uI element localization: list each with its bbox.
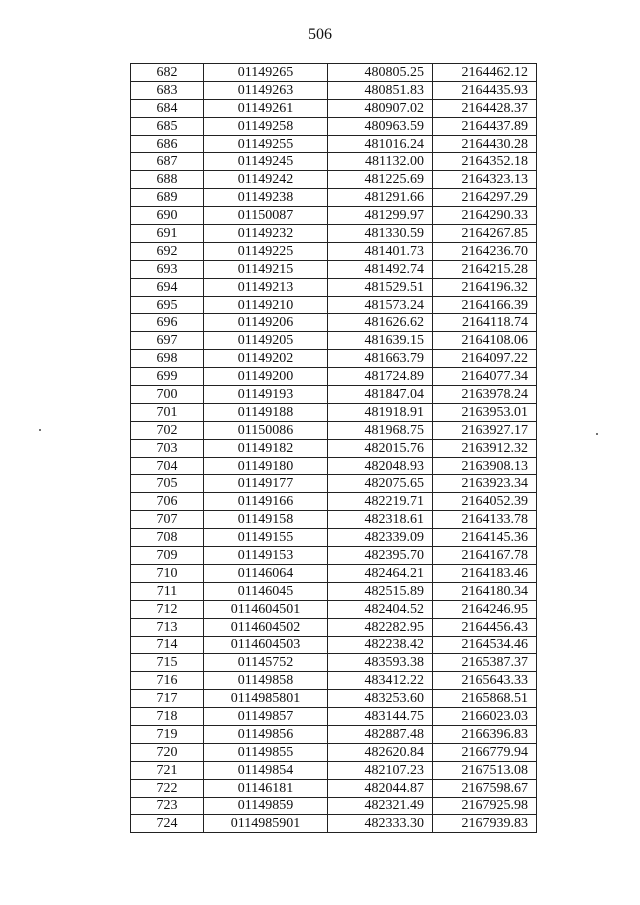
y-coordinate-cell: 2165643.33 (433, 672, 537, 690)
point-code-cell: 01149857 (204, 708, 328, 726)
table-row (131, 564, 537, 582)
table-row (131, 743, 537, 761)
table-row (131, 153, 537, 171)
table-row (131, 189, 537, 207)
row-number-cell: 714 (131, 636, 204, 654)
point-code-cell: 01149213 (204, 278, 328, 296)
y-coordinate-cell: 2164167.78 (433, 547, 537, 565)
x-coordinate-cell: 481225.69 (328, 171, 433, 189)
y-coordinate-cell: 2164077.34 (433, 368, 537, 386)
coordinates-table-body (131, 64, 537, 833)
x-coordinate-cell: 481626.62 (328, 314, 433, 332)
point-code-cell: 01150086 (204, 421, 328, 439)
table-row (131, 815, 537, 833)
row-number-cell: 687 (131, 153, 204, 171)
point-code-cell: 01149255 (204, 135, 328, 153)
y-coordinate-cell: 2164290.33 (433, 207, 537, 225)
row-number-cell: 710 (131, 564, 204, 582)
point-code-cell: 01149225 (204, 242, 328, 260)
x-coordinate-cell: 481016.24 (328, 135, 433, 153)
x-coordinate-cell: 482318.61 (328, 511, 433, 529)
row-number-cell: 723 (131, 797, 204, 815)
x-coordinate-cell: 481968.75 (328, 421, 433, 439)
x-coordinate-cell: 482282.95 (328, 618, 433, 636)
x-coordinate-cell: 482015.76 (328, 439, 433, 457)
y-coordinate-cell: 2164145.36 (433, 529, 537, 547)
y-coordinate-cell: 2164462.12 (433, 64, 537, 82)
point-code-cell: 01149193 (204, 386, 328, 404)
row-number-cell: 721 (131, 761, 204, 779)
point-code-cell: 01149215 (204, 260, 328, 278)
x-coordinate-cell: 482044.87 (328, 779, 433, 797)
x-coordinate-cell: 480851.83 (328, 81, 433, 99)
x-coordinate-cell: 481132.00 (328, 153, 433, 171)
table-row (131, 636, 537, 654)
row-number-cell: 690 (131, 207, 204, 225)
point-code-cell: 01149188 (204, 403, 328, 421)
scan-mark-right (596, 433, 598, 435)
row-number-cell: 701 (131, 403, 204, 421)
y-coordinate-cell: 2164118.74 (433, 314, 537, 332)
row-number-cell: 692 (131, 242, 204, 260)
table-row (131, 386, 537, 404)
x-coordinate-cell: 481847.04 (328, 386, 433, 404)
table-row (131, 618, 537, 636)
y-coordinate-cell: 2166396.83 (433, 725, 537, 743)
y-coordinate-cell: 2167939.83 (433, 815, 537, 833)
point-code-cell: 01145752 (204, 654, 328, 672)
x-coordinate-cell: 483593.38 (328, 654, 433, 672)
row-number-cell: 706 (131, 493, 204, 511)
row-number-cell: 722 (131, 779, 204, 797)
y-coordinate-cell: 2164097.22 (433, 350, 537, 368)
x-coordinate-cell: 483253.60 (328, 690, 433, 708)
y-coordinate-cell: 2164183.46 (433, 564, 537, 582)
point-code-cell: 0114604503 (204, 636, 328, 654)
y-coordinate-cell: 2167513.08 (433, 761, 537, 779)
y-coordinate-cell: 2164108.06 (433, 332, 537, 350)
point-code-cell: 01149858 (204, 672, 328, 690)
row-number-cell: 716 (131, 672, 204, 690)
row-number-cell: 719 (131, 725, 204, 743)
x-coordinate-cell: 482219.71 (328, 493, 433, 511)
row-number-cell: 720 (131, 743, 204, 761)
table-row (131, 207, 537, 225)
point-code-cell: 01146045 (204, 582, 328, 600)
row-number-cell: 689 (131, 189, 204, 207)
x-coordinate-cell: 482048.93 (328, 457, 433, 475)
point-code-cell: 01149859 (204, 797, 328, 815)
row-number-cell: 695 (131, 296, 204, 314)
y-coordinate-cell: 2165868.51 (433, 690, 537, 708)
table-row (131, 582, 537, 600)
table-row (131, 171, 537, 189)
y-coordinate-cell: 2163978.24 (433, 386, 537, 404)
y-coordinate-cell: 2163912.32 (433, 439, 537, 457)
row-number-cell: 709 (131, 547, 204, 565)
point-code-cell: 01149265 (204, 64, 328, 82)
y-coordinate-cell: 2164196.32 (433, 278, 537, 296)
coordinates-table (130, 63, 537, 833)
row-number-cell: 704 (131, 457, 204, 475)
x-coordinate-cell: 482075.65 (328, 475, 433, 493)
row-number-cell: 693 (131, 260, 204, 278)
row-number-cell: 684 (131, 99, 204, 117)
x-coordinate-cell: 481401.73 (328, 242, 433, 260)
x-coordinate-cell: 481330.59 (328, 225, 433, 243)
y-coordinate-cell: 2165387.37 (433, 654, 537, 672)
x-coordinate-cell: 481663.79 (328, 350, 433, 368)
x-coordinate-cell: 481573.24 (328, 296, 433, 314)
row-number-cell: 682 (131, 64, 204, 82)
table-row (131, 797, 537, 815)
x-coordinate-cell: 482321.49 (328, 797, 433, 815)
table-row (131, 421, 537, 439)
table-row (131, 761, 537, 779)
table-row (131, 64, 537, 82)
x-coordinate-cell: 483144.75 (328, 708, 433, 726)
row-number-cell: 712 (131, 600, 204, 618)
row-number-cell: 694 (131, 278, 204, 296)
y-coordinate-cell: 2164435.93 (433, 81, 537, 99)
row-number-cell: 715 (131, 654, 204, 672)
y-coordinate-cell: 2166779.94 (433, 743, 537, 761)
row-number-cell: 683 (131, 81, 204, 99)
row-number-cell: 707 (131, 511, 204, 529)
y-coordinate-cell: 2164352.18 (433, 153, 537, 171)
scan-mark-left (39, 429, 41, 431)
table-row (131, 475, 537, 493)
point-code-cell: 01149856 (204, 725, 328, 743)
table-row (131, 690, 537, 708)
point-code-cell: 01149182 (204, 439, 328, 457)
x-coordinate-cell: 482339.09 (328, 529, 433, 547)
point-code-cell: 01150087 (204, 207, 328, 225)
table-row (131, 779, 537, 797)
point-code-cell: 01149153 (204, 547, 328, 565)
x-coordinate-cell: 481291.66 (328, 189, 433, 207)
y-coordinate-cell: 2163908.13 (433, 457, 537, 475)
x-coordinate-cell: 482404.52 (328, 600, 433, 618)
y-coordinate-cell: 2163927.17 (433, 421, 537, 439)
x-coordinate-cell: 482238.42 (328, 636, 433, 654)
table-row (131, 493, 537, 511)
y-coordinate-cell: 2164133.78 (433, 511, 537, 529)
page-number: 506 (308, 26, 332, 43)
point-code-cell: 01149238 (204, 189, 328, 207)
row-number-cell: 688 (131, 171, 204, 189)
y-coordinate-cell: 2164267.85 (433, 225, 537, 243)
table-row (131, 654, 537, 672)
y-coordinate-cell: 2166023.03 (433, 708, 537, 726)
table-row (131, 242, 537, 260)
x-coordinate-cell: 482620.84 (328, 743, 433, 761)
row-number-cell: 698 (131, 350, 204, 368)
y-coordinate-cell: 2167598.67 (433, 779, 537, 797)
point-code-cell: 01149200 (204, 368, 328, 386)
table-row (131, 439, 537, 457)
point-code-cell: 01149258 (204, 117, 328, 135)
row-number-cell: 708 (131, 529, 204, 547)
x-coordinate-cell: 481529.51 (328, 278, 433, 296)
point-code-cell: 01149263 (204, 81, 328, 99)
table-row (131, 708, 537, 726)
table-row (131, 672, 537, 690)
row-number-cell: 717 (131, 690, 204, 708)
point-code-cell: 01149854 (204, 761, 328, 779)
point-code-cell: 01146064 (204, 564, 328, 582)
point-code-cell: 01149158 (204, 511, 328, 529)
row-number-cell: 697 (131, 332, 204, 350)
row-number-cell: 713 (131, 618, 204, 636)
row-number-cell: 724 (131, 815, 204, 833)
y-coordinate-cell: 2164236.70 (433, 242, 537, 260)
point-code-cell: 01149202 (204, 350, 328, 368)
y-coordinate-cell: 2164052.39 (433, 493, 537, 511)
y-coordinate-cell: 2164437.89 (433, 117, 537, 135)
table-row (131, 725, 537, 743)
table-row (131, 260, 537, 278)
row-number-cell: 691 (131, 225, 204, 243)
table-row (131, 99, 537, 117)
y-coordinate-cell: 2164428.37 (433, 99, 537, 117)
table-row (131, 350, 537, 368)
point-code-cell: 01149245 (204, 153, 328, 171)
row-number-cell: 711 (131, 582, 204, 600)
row-number-cell: 700 (131, 386, 204, 404)
y-coordinate-cell: 2164166.39 (433, 296, 537, 314)
row-number-cell: 685 (131, 117, 204, 135)
x-coordinate-cell: 480963.59 (328, 117, 433, 135)
row-number-cell: 718 (131, 708, 204, 726)
table-row (131, 529, 537, 547)
x-coordinate-cell: 481918.91 (328, 403, 433, 421)
x-coordinate-cell: 482464.21 (328, 564, 433, 582)
row-number-cell: 696 (131, 314, 204, 332)
point-code-cell: 0114604501 (204, 600, 328, 618)
y-coordinate-cell: 2164215.28 (433, 260, 537, 278)
table-row (131, 600, 537, 618)
y-coordinate-cell: 2164246.95 (433, 600, 537, 618)
x-coordinate-cell: 482395.70 (328, 547, 433, 565)
table-row (131, 296, 537, 314)
row-number-cell: 705 (131, 475, 204, 493)
y-coordinate-cell: 2164297.29 (433, 189, 537, 207)
point-code-cell: 0114604502 (204, 618, 328, 636)
point-code-cell: 01149177 (204, 475, 328, 493)
table-row (131, 368, 537, 386)
point-code-cell: 01149232 (204, 225, 328, 243)
x-coordinate-cell: 481492.74 (328, 260, 433, 278)
point-code-cell: 0114985801 (204, 690, 328, 708)
x-coordinate-cell: 481299.97 (328, 207, 433, 225)
table-row (131, 511, 537, 529)
x-coordinate-cell: 481724.89 (328, 368, 433, 386)
point-code-cell: 01149210 (204, 296, 328, 314)
point-code-cell: 01149242 (204, 171, 328, 189)
table-row (131, 314, 537, 332)
x-coordinate-cell: 481639.15 (328, 332, 433, 350)
x-coordinate-cell: 483412.22 (328, 672, 433, 690)
y-coordinate-cell: 2164534.46 (433, 636, 537, 654)
y-coordinate-cell: 2164430.28 (433, 135, 537, 153)
point-code-cell: 01149206 (204, 314, 328, 332)
row-number-cell: 702 (131, 421, 204, 439)
point-code-cell: 01149261 (204, 99, 328, 117)
y-coordinate-cell: 2163953.01 (433, 403, 537, 421)
table-row (131, 135, 537, 153)
row-number-cell: 699 (131, 368, 204, 386)
table-row (131, 457, 537, 475)
point-code-cell: 01149166 (204, 493, 328, 511)
x-coordinate-cell: 480805.25 (328, 64, 433, 82)
table-row (131, 117, 537, 135)
x-coordinate-cell: 482107.23 (328, 761, 433, 779)
table-row (131, 547, 537, 565)
point-code-cell: 0114985901 (204, 815, 328, 833)
x-coordinate-cell: 482333.30 (328, 815, 433, 833)
table-row (131, 278, 537, 296)
point-code-cell: 01149180 (204, 457, 328, 475)
x-coordinate-cell: 480907.02 (328, 99, 433, 117)
y-coordinate-cell: 2164323.13 (433, 171, 537, 189)
row-number-cell: 686 (131, 135, 204, 153)
point-code-cell: 01149205 (204, 332, 328, 350)
y-coordinate-cell: 2164180.34 (433, 582, 537, 600)
y-coordinate-cell: 2163923.34 (433, 475, 537, 493)
table-row (131, 332, 537, 350)
point-code-cell: 01149155 (204, 529, 328, 547)
y-coordinate-cell: 2167925.98 (433, 797, 537, 815)
x-coordinate-cell: 482887.48 (328, 725, 433, 743)
y-coordinate-cell: 2164456.43 (433, 618, 537, 636)
table-row (131, 81, 537, 99)
table-row (131, 403, 537, 421)
row-number-cell: 703 (131, 439, 204, 457)
point-code-cell: 01149855 (204, 743, 328, 761)
table-row (131, 225, 537, 243)
point-code-cell: 01146181 (204, 779, 328, 797)
x-coordinate-cell: 482515.89 (328, 582, 433, 600)
